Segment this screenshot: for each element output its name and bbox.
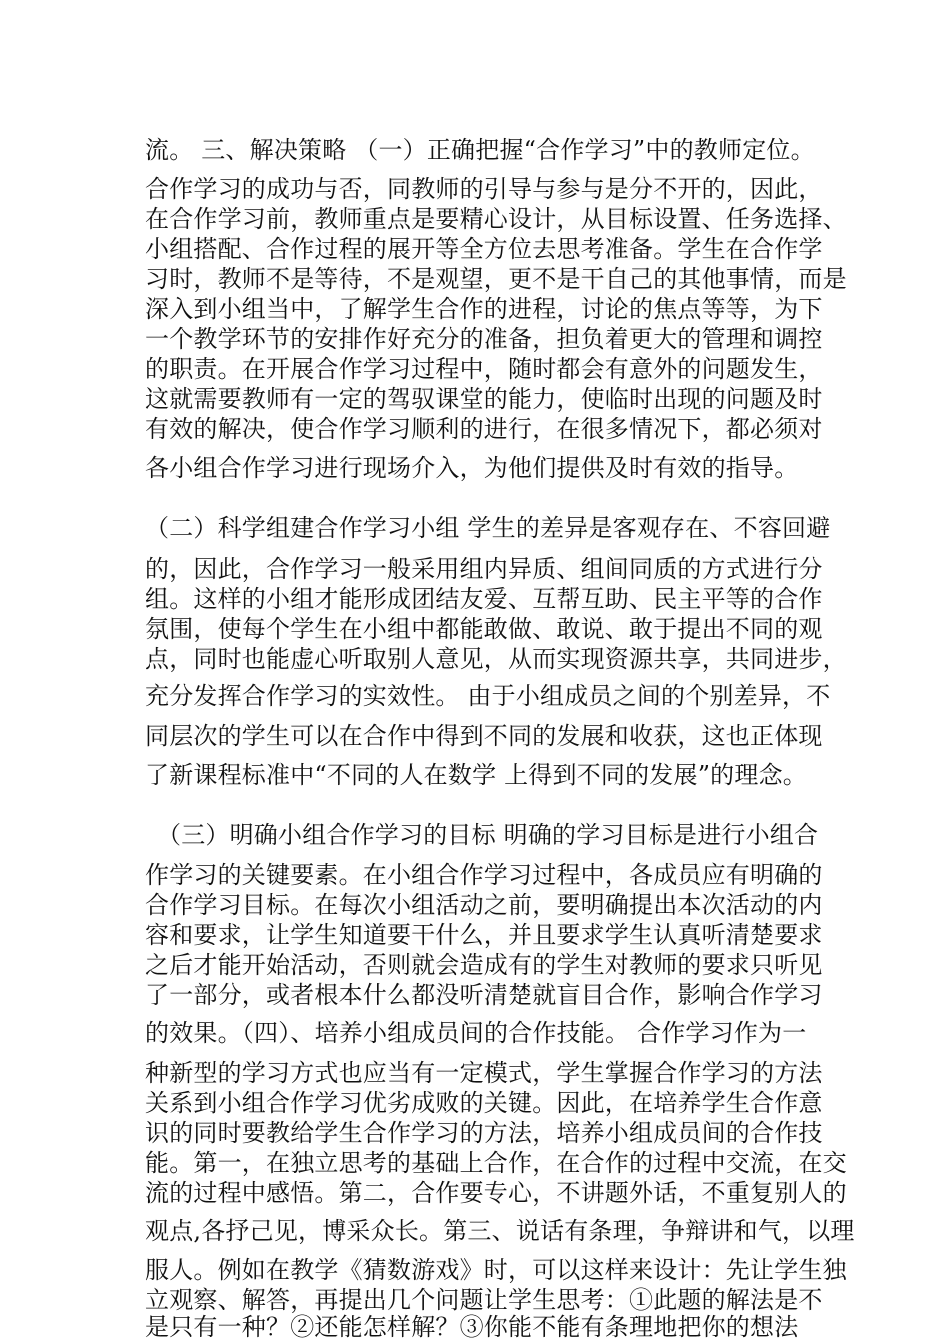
text-line: 种新型的学习方式也应当有一定模式，学生掌握合作学习的方法 [145,1059,823,1087]
text-line: 服人。例如在教学《猜数游戏》时，可以这样来设计：先让学生独 [145,1256,847,1284]
text-line: 识的同时要教给学生合作学习的方法，培养小组成员间的合作技 [145,1119,823,1147]
text-line: 观点,各抒己见，博采众长。第三、说话有条理，争辩讲和气，以理 [145,1217,855,1245]
text-line: 在合作学习前，教师重点是要精心设计，从目标设置、任务选择、 [145,205,847,233]
text-line: 这就需要教师有一定的驾驭课堂的能力，使临时出现的问题及时 [145,385,823,413]
text-line: 合作学习的成功与否，同教师的引导与参与是分不开的，因此， [145,175,823,203]
text-line: 的，因此，合作学习一般采用组内异质、组间同质的方式进行分 [145,555,823,583]
text-line: 同层次的学生可以在合作中得到不同的发展和收获，这也正体现 [145,722,823,750]
text-line: 作学习的关键要素。在小组合作学习过程中，各成员应有明确的 [145,861,823,889]
text-line: 能。第一，在独立思考的基础上合作，在合作的过程中交流，在交 [145,1149,847,1177]
text-line: （三）明确小组合作学习的目标 明确的学习目标是进行小组合 [157,821,819,849]
text-line: 有效的解决，使合作学习顺利的进行，在很多情况下，都必须对 [145,415,823,443]
text-line: 点，同时也能虚心听取别人意见，从而实现资源共享，共同进步， [145,645,847,673]
text-line: 关系到小组合作学习优劣成败的关键。因此，在培养学生合作意 [145,1089,823,1117]
text-line: 充分发挥合作学习的实效性。 由于小组成员之间的个别差异，不 [145,682,831,710]
text-line: （二）科学组建合作学习小组 学生的差异是客观存在、不容回避 [145,514,831,542]
text-line: 习时，教师不是等待，不是观望，更不是干自己的其他事情，而是 [145,265,847,293]
text-line: 之后才能开始活动，否则就会造成有的学生对教师的要求只听见 [145,951,823,979]
text-line: 的效果。（四）、培养小组成员间的合作技能。 合作学习作为一 [145,1019,807,1047]
text-line: 合作学习目标。在每次小组活动之前，要明确提出本次活动的内 [145,891,823,919]
text-line: 流的过程中感悟。第二，合作要专心，不讲题外话，不重复别人的 [145,1179,847,1207]
text-line: 容和要求，让学生知道要干什么，并且要求学生认真听清楚要求 [145,921,823,949]
text-line: 小组搭配、合作过程的展开等全方位去思考准备。学生在合作学 [145,235,823,263]
text-line: 的职责。在开展合作学习过程中，随时都会有意外的问题发生， [145,355,823,383]
text-line: 氛围，使每个学生在小组中都能敢做、敢说、敢于提出不同的观 [145,615,823,643]
text-line: 深入到小组当中，了解学生合作的进程，讨论的焦点等等，为下 [145,295,823,323]
text-line: 一个教学环节的安排作好充分的准备，担负着更大的管理和调控 [145,325,823,353]
text-line: 流。 三、解决策略 （一）正确把握“合作学习”中的教师定位。 [145,136,815,164]
text-line: 组。这样的小组才能形成团结友爱、互帮互助、民主平等的合作 [145,585,823,613]
text-line: 立观察、解答，再提出几个问题让学生思考：①此题的解法是不 [145,1286,823,1314]
text-line: 了一部分，或者根本什么都没听清楚就盲目合作，影响合作学习 [145,981,823,1009]
text-line: 了新课程标准中“不同的人在数学 上得到不同的发展”的理念。 [145,761,807,789]
text-line: 是只有一种？②还能怎样解？③你能不能有条理地把你的想法 [145,1313,799,1341]
text-line: 各小组合作学习进行现场介入，为他们提供及时有效的指导。 [145,454,799,482]
